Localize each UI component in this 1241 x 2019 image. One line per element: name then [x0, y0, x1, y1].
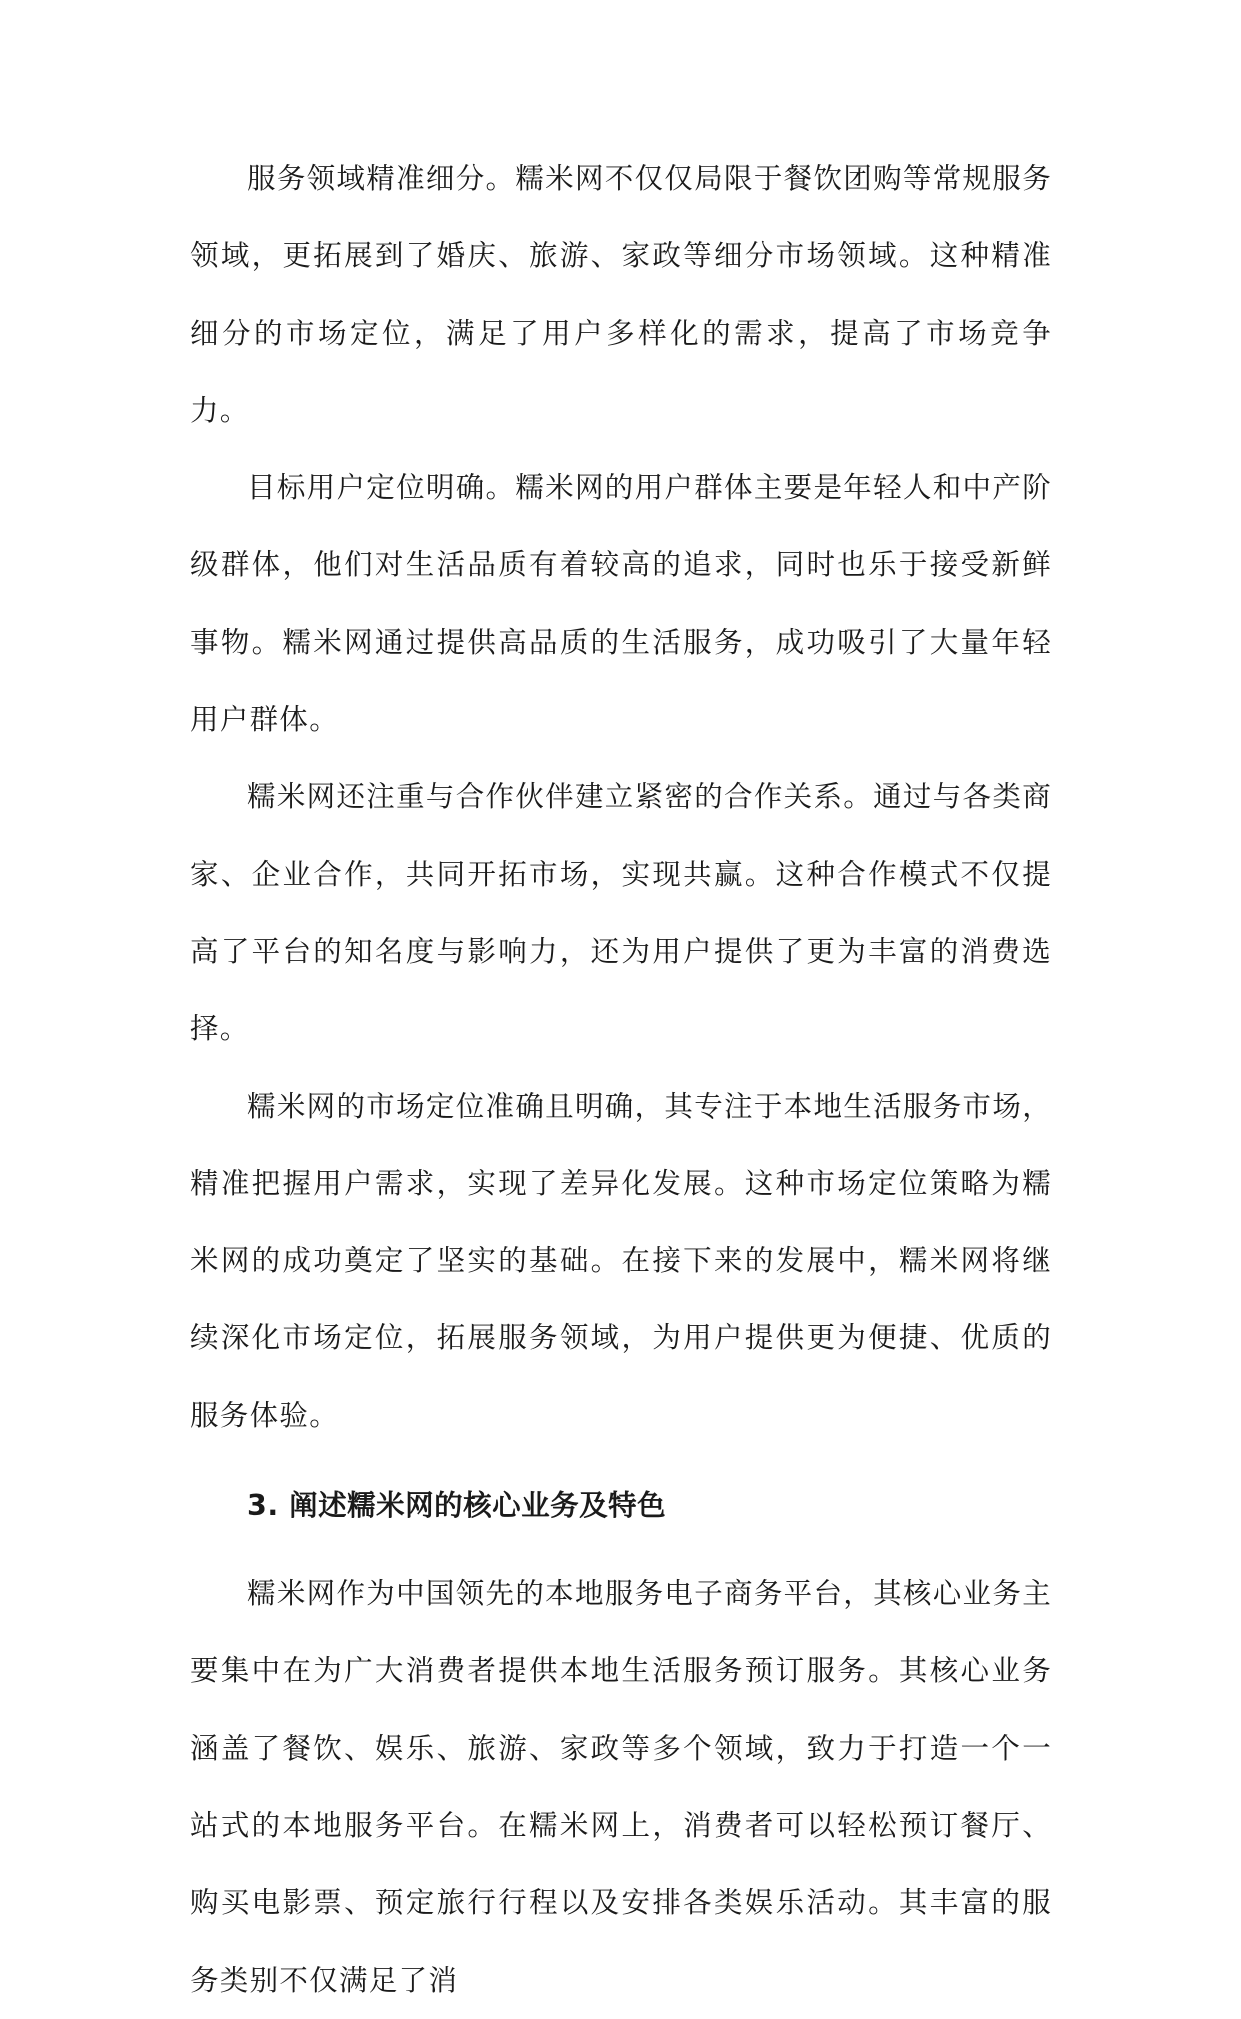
paragraph-service-segmentation: 服务领域精准细分。糯米网不仅仅局限于餐饮团购等常规服务领域，更拓展到了婚庆、旅游、家政等细分市场领域。这种精准细分的市场定位，满足了用户多样化的需求，提高了市场竞争力。 [190, 162, 1052, 427]
section-heading: 3. 阐述糯米网的核心业务及特色 [247, 1489, 667, 1523]
document-page [190, 140, 1052, 2019]
paragraph-partnerships: 糯米网还注重与合作伙伴建立紧密的合作关系。通过与各类商家、企业合作，共同开拓市场，实现共赢。这种合作模式不仅提高了平台的知名度与影响力，还为用户提供了更为丰富的消费选择。 [190, 780, 1052, 1046]
paragraph-market-positioning: 糯米网的市场定位准确且明确，其专注于本地生活服务市场，精准把握用户需求，实现了差异化发展。这种市场定位策略为糯米网的成功奠定了坚实的基础。在接下来的发展中，糯米网将继续深化市场定位，拓展服务领域，为用户提供更为便捷、优质的服务体验。 [190, 1089, 1052, 1432]
paragraph-target-users: 目标用户定位明确。糯米网的用户群体主要是年轻人和中产阶级群体，他们对生活品质有着较高的追求，同时也乐于接受新鲜事物。糯米网通过提供高品质的生活服务，成功吸引了大量年轻用户群体。 [190, 471, 1052, 737]
paragraph-core-business: 糯米网作为中国领先的本地服务电子商务平台，其核心业务主要集中在为广大消费者提供本地生活服务预订服务。其核心业务涵盖了餐饮、娱乐、旅游、家政等多个领域，致力于打造一个一站式的本地服务平台。在糯米网上，消费者可以轻松预订餐厅、购买电影票、预定旅行行程以及安排各类娱乐活动。其丰富的服务类别不仅满足了消 [190, 1577, 1052, 1997]
